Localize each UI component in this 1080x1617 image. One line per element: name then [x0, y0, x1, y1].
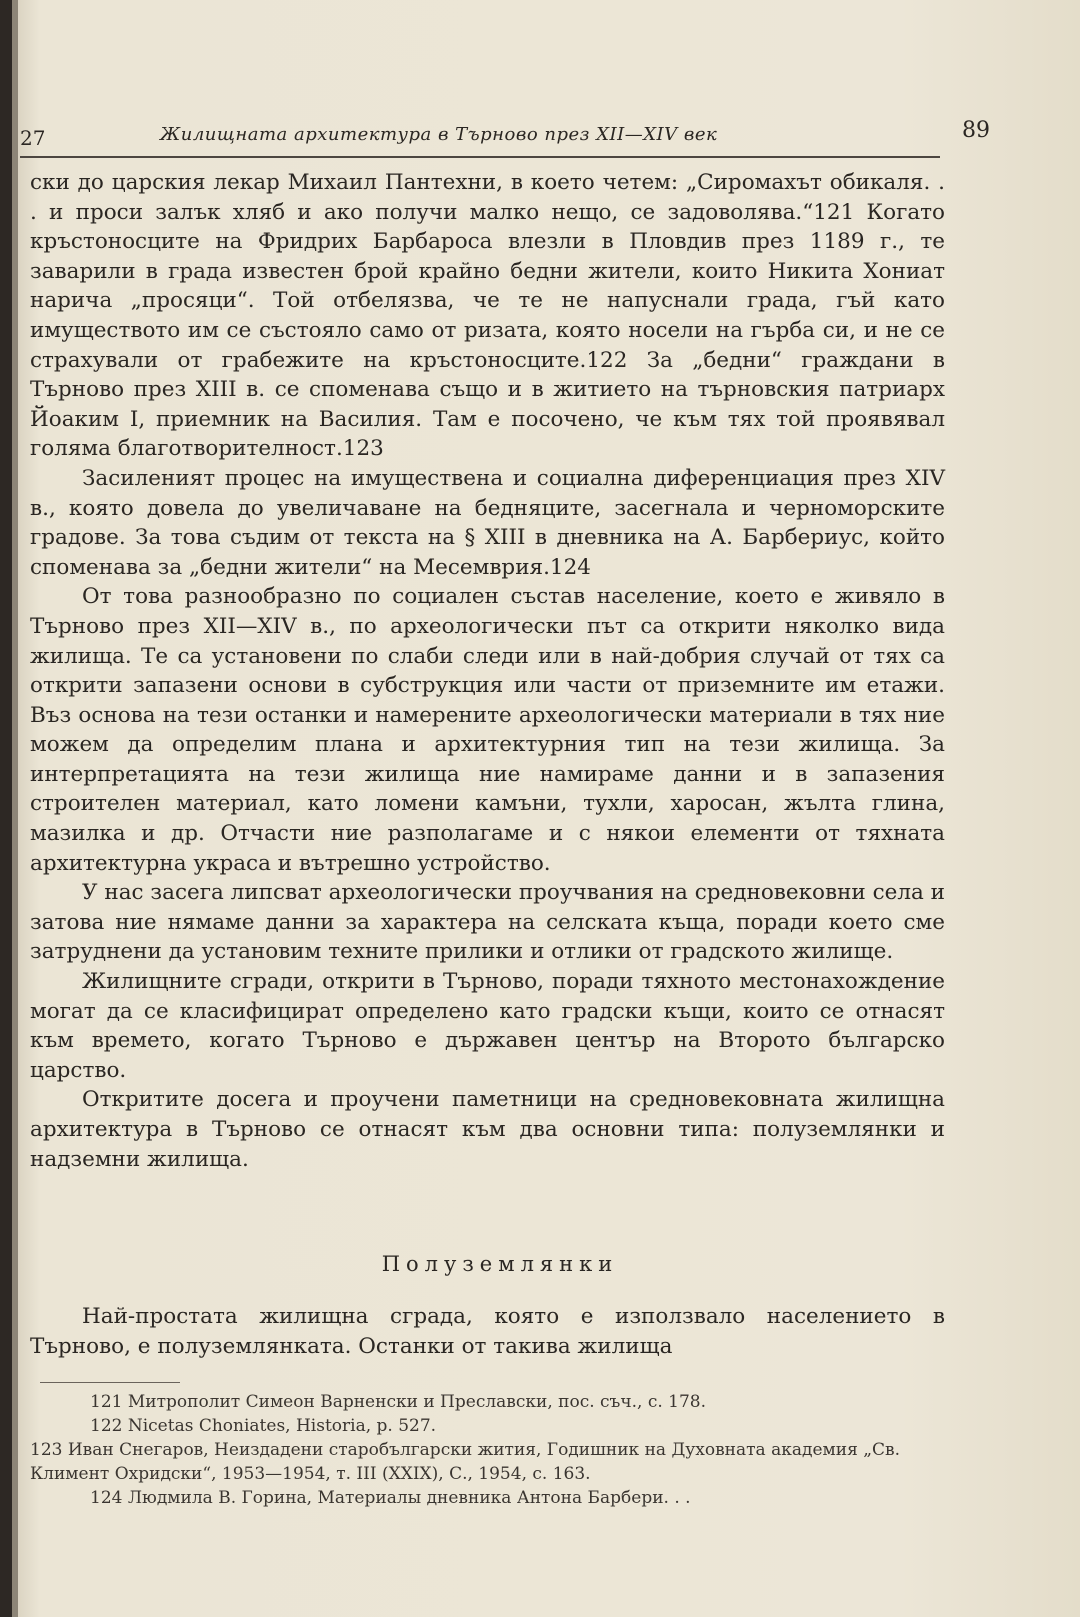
- section-heading: Полуземлянки: [381, 1252, 619, 1276]
- footnote-123: 123 Иван Снегаров, Неиздадени старобългарски жития, Годишник на Духовната академия „Св. Климент Охридски“, 1953—1954, т. III (XXIX), С., 1954, с. 163.: [30, 1440, 900, 1484]
- book-spine: [0, 0, 12, 1617]
- section-paragraph: Най-простата жилищна сграда, която е използвало населението в Търново, е полуземлянката. Останки от такива жилища: [30, 1304, 945, 1359]
- footnotes: [30, 1390, 945, 1510]
- page-number: 89: [962, 118, 990, 143]
- paragraph-4: У нас засега липсват археологически проучвания на средновековни села и затова ние нямаме данни за характера на селската къща, поради което сме затруднени да установим техните прилики и отлики от градското жилище.: [30, 880, 945, 965]
- main-text: [30, 168, 945, 1174]
- footnote-rule: [40, 1382, 180, 1383]
- section-text: [30, 1302, 945, 1361]
- running-title: Жилищната архитектура в Търново през XII—XIV век: [160, 124, 718, 145]
- footnote-122: 122 Nicetas Choniates, Historia, p. 527.: [90, 1416, 437, 1436]
- running-header: [20, 118, 1030, 152]
- footnote-124: 124 Людмила В. Горина, Материалы дневника Антона Барбери. . .: [90, 1488, 691, 1508]
- paragraph-3: От това разнообразно по социален състав население, което е живяло в Търново през XII—XIV в., по археологически път са открити няколко вида жилища. Те са установени по слаби следи или в най-добрия случай от тях са открити запазени основи в субструкция или части от приземните им етажи. Въз основа на тези останки и намерените археологически материали в тях ние можем да определим плана и архитектурния тип на тези жилища. За интерпретацията на тези жилища ние намираме данни и в запазения строителен материал, като ломени камъни, тухли, харосан, жълта глина, мазилка и др. Отчасти ние разполагаме и с някои елементи от тяхната архитектурна украса и вътрешно устройство.: [30, 584, 945, 876]
- paragraph-5: Жилищните сгради, открити в Търново, поради тяхното местонахождение могат да се класифицират определено като градски къщи, които се отнасят към времето, когато Търново е държавен център на Второто българско царство.: [30, 969, 945, 1083]
- paragraph-6: Откритите досега и проучени паметници на средновековната жилищна архитектура в Търново се отнасят към два основни типа: полуземлянки и надземни жилища.: [30, 1087, 945, 1172]
- paragraph-2: Засиленият процес на имуществена и социална диференциация през XIV в., която довела до увеличаване на бедняците, засегнала и черноморските градове. За това съдим от текста на § XIII в дневника на А. Барбериус, който споменава за „бедни жители“ на Месемврия.124: [30, 465, 945, 580]
- header-rule: [20, 156, 940, 158]
- left-margin-mark: 27: [20, 126, 46, 150]
- footnote-121: 121 Митрополит Симеон Варненски и Преславски, пос. съч., с. 178.: [90, 1392, 706, 1412]
- page-edge: [12, 0, 18, 1617]
- paragraph-1: ски до царския лекар Михаил Пантехни, в което четем: „Сиромахът обикаля. . . и проси залък хляб и ако получи малко нещо, се задоволява.“121 Когато кръстоносците на Фридрих Барбароса влезли в Пловдив през 1189 г., те заварили в града известен брой крайно бедни жители, които Никита Хониат нарича „просяци“. Той отбелязва, че те не напуснали града, гъй като имуществото им се състояло само от ризата, която носели на гърба си, и не се страхували от грабежите на кръстоносците.122 За „бедни“ граждани в Търново през XIII в. се споменава също и в житието на търновския патриарх Йоаким I, приемник на Василия. Там е посочено, че към тях той проявявал голяма благотворителност.123: [30, 170, 945, 462]
